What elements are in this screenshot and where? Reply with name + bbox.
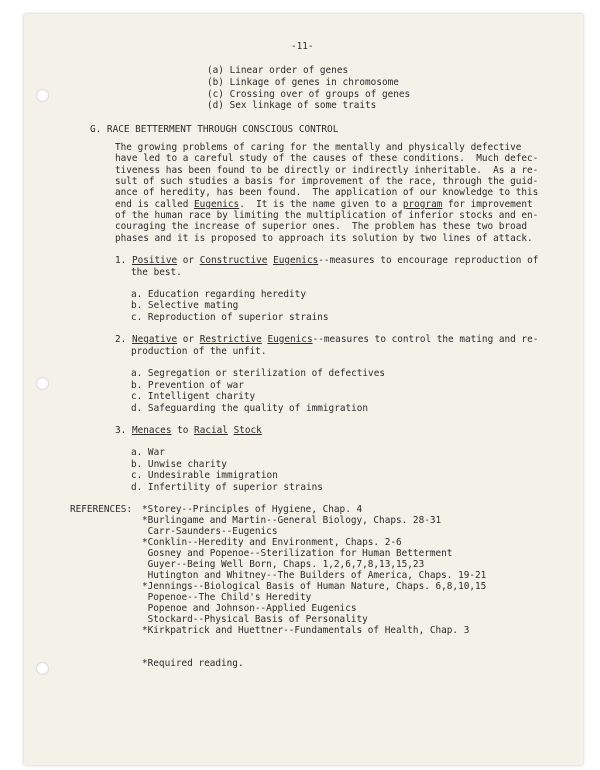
item-negative-eugenics: 2. Negative or Restrictive Eugenics--measures to control the mating and re- [115,334,539,345]
term: Eugenics [267,334,313,345]
paragraph-text: . It is the name given to a [239,198,403,210]
item-positive-eugenics: 1. Positive or Constructive Eugenics--measures to encourage reproduction of [115,255,539,266]
sub-item: d. Infertility of superior strains [131,482,323,493]
term-eugenics: Eugenics [194,198,240,210]
paragraph-text: couraging the increase of superior ones. The problem has these two broad [115,221,528,233]
paragraph-line [115,153,539,165]
reference-item: Gosney and Popenoe--Sterilization for Human Betterment [142,548,453,559]
term: Menaces [131,425,172,436]
sub-item: b. Unwise charity [131,459,227,470]
binder-hole [36,662,49,675]
paragraph-text: end is called [115,198,195,210]
sub-item: c. Reproduction of superior strains [131,312,329,323]
reference-item: *Burlingame and Martin--General Biology, Chaps. 28-31 [142,515,442,526]
term: Racial [194,425,228,436]
reference-item: *Conklin--Heredity and Environment, Chaps. 2-6 [142,537,402,548]
paragraph-text: ance of heredity, has been found. The application of our knowledge to this [115,187,539,199]
paragraph-text: phases and it is proposed to approach its solution by two lines of attack. [115,232,533,244]
paragraph-text: sult of such studies a basis for improvement of the race, through the guid- [115,176,539,188]
reference-item: Carr-Saunders--Eugenics [142,526,278,537]
list-item: (a) Linear order of genes [207,65,349,76]
reference-item: Popenoe and Johnson--Applied Eugenics [142,603,357,614]
paragraph-line [115,210,539,222]
item-continuation: the best. [131,267,182,278]
binder-hole [36,89,49,102]
sub-item: a. Education regarding heredity [131,289,306,300]
paragraph-line [115,221,528,233]
term: Positive [131,255,178,266]
sub-item: c. Undesirable immigration [131,470,278,481]
reference-item: Stockard--Physical Basis of Personality [142,614,368,625]
term: Constructive [199,255,268,266]
paragraph-line [115,198,533,210]
section-heading: G. RACE BETTERMENT THROUGH CONSCIOUS CONTROL [90,124,339,135]
paragraph-line [115,142,525,153]
sub-item: a. War [131,447,165,458]
paragraph-text: The growing problems of caring for the mentally and physically defective [115,142,522,153]
paragraph-line [115,232,533,244]
reference-item: *Kirkpatrick and Huettner--Fundamentals of Health, Chap. 3 [142,625,470,636]
document-page [24,14,583,765]
sub-item: b. Prevention of war [131,380,244,391]
paragraph [115,142,539,244]
item-menaces: 3. Menaces to Racial Stock [115,425,262,436]
paragraph-text: tiveness has been found to be directly or indirectly inheritable. As a re- [115,164,539,176]
footnote: *Required reading. [142,658,244,669]
sub-item: d. Safeguarding the quality of immigration [131,403,369,414]
list-item: (d) Sex linkage of some traits [207,100,377,111]
sub-item: a. Segregation or sterilization of defectives [131,368,385,379]
paragraph-line [115,176,539,188]
list-item: (c) Crossing over of groups of genes [207,89,411,100]
reference-item: Popenoe--The Child's Heredity [142,592,312,603]
term: Stock [233,425,262,436]
item-continuation: production of the unfit. [131,346,267,357]
sub-item: c. Intelligent charity [131,391,256,402]
reference-item: *Storey--Principles of Hygiene, Chap. 4 [142,504,363,515]
term: Eugenics [273,255,319,266]
paragraph-text: of the human race by limiting the multiplication of inferior stocks and en- [115,210,539,222]
reference-item: Guyer--Being Well Born, Chaps. 1,2,6,7,8,13,15,23 [142,559,425,570]
paragraph-text: have led to a careful study of the causes of these conditions. Much defec- [115,153,539,165]
binder-hole [36,377,49,390]
term-program: program [402,198,443,210]
references-label: REFERENCES: [70,504,133,515]
term: Restrictive [199,334,262,345]
sub-item: b. Selective mating [131,300,239,311]
reference-item: Hutington and Whitney--The Builders of America, Chaps. 19-21 [142,570,487,581]
list-item: (b) Linkage of genes in chromosome [207,77,399,88]
page-number: -11- [291,41,314,52]
paragraph-line [115,164,539,176]
paragraph-text: for improvement [442,198,533,210]
reference-item: *Jennings--Biological Basis of Human Nature, Chaps. 6,8,10,15 [142,581,487,592]
term: Negative [131,334,178,345]
paragraph-line [115,187,539,199]
